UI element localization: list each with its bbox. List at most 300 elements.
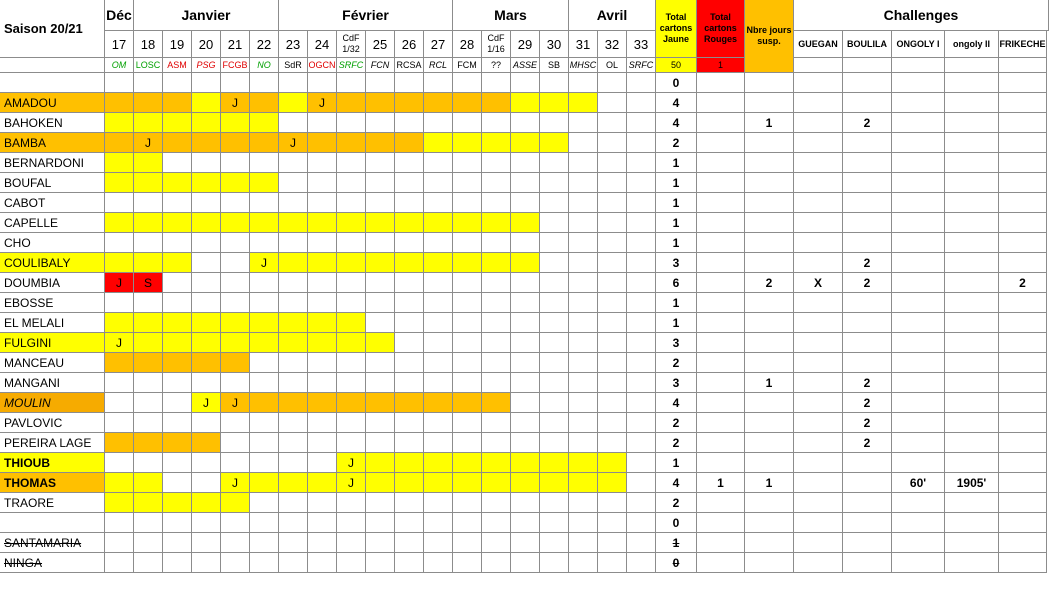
challenge-value[interactable] bbox=[794, 413, 843, 433]
match-cell[interactable] bbox=[337, 173, 366, 193]
match-cell[interactable] bbox=[250, 413, 279, 433]
match-cell[interactable] bbox=[366, 533, 395, 553]
matchday-opponent[interactable]: OGCN bbox=[308, 58, 337, 73]
yellow-count[interactable]: 4 bbox=[656, 93, 697, 113]
match-cell[interactable] bbox=[540, 453, 569, 473]
challenge-value[interactable] bbox=[794, 373, 843, 393]
match-cell[interactable] bbox=[105, 533, 134, 553]
matchday-opponent[interactable]: OM bbox=[105, 58, 134, 73]
match-cell[interactable] bbox=[308, 233, 337, 253]
match-cell[interactable] bbox=[453, 73, 482, 93]
match-cell[interactable] bbox=[250, 473, 279, 493]
red-count[interactable] bbox=[697, 213, 745, 233]
matchday-opponent[interactable]: FCN bbox=[366, 58, 395, 73]
challenge-value[interactable] bbox=[945, 333, 999, 353]
suspension-days[interactable] bbox=[745, 173, 794, 193]
match-cell[interactable] bbox=[569, 73, 598, 93]
challenge-value[interactable] bbox=[794, 553, 843, 573]
match-cell[interactable] bbox=[105, 393, 134, 413]
match-cell[interactable] bbox=[192, 353, 221, 373]
match-cell[interactable] bbox=[627, 273, 656, 293]
match-cell[interactable] bbox=[192, 493, 221, 513]
player-name[interactable]: MANCEAU bbox=[0, 353, 105, 373]
suspension-days[interactable] bbox=[745, 553, 794, 573]
match-cell[interactable] bbox=[395, 173, 424, 193]
match-cell[interactable] bbox=[598, 413, 627, 433]
match-cell[interactable] bbox=[337, 433, 366, 453]
red-count[interactable] bbox=[697, 533, 745, 553]
challenge-value[interactable] bbox=[794, 133, 843, 153]
challenge-value[interactable] bbox=[892, 233, 945, 253]
challenge-value[interactable] bbox=[999, 113, 1047, 133]
challenge-value[interactable] bbox=[945, 293, 999, 313]
match-cell[interactable] bbox=[627, 493, 656, 513]
challenge-value[interactable] bbox=[999, 353, 1047, 373]
match-cell[interactable] bbox=[627, 413, 656, 433]
player-name[interactable]: PEREIRA LAGE bbox=[0, 433, 105, 453]
match-cell[interactable] bbox=[221, 113, 250, 133]
match-cell[interactable] bbox=[105, 173, 134, 193]
suspension-days[interactable] bbox=[745, 513, 794, 533]
match-cell[interactable] bbox=[308, 413, 337, 433]
challenge-value[interactable] bbox=[843, 333, 892, 353]
red-count[interactable] bbox=[697, 553, 745, 573]
yellow-count[interactable]: 2 bbox=[656, 493, 697, 513]
match-cell[interactable] bbox=[424, 93, 453, 113]
match-cell[interactable]: J bbox=[192, 393, 221, 413]
challenge-value[interactable] bbox=[999, 133, 1047, 153]
match-cell[interactable] bbox=[395, 533, 424, 553]
suspension-days[interactable] bbox=[745, 293, 794, 313]
match-cell[interactable] bbox=[395, 413, 424, 433]
match-cell[interactable] bbox=[337, 273, 366, 293]
match-cell[interactable] bbox=[366, 493, 395, 513]
challenge-column-header[interactable]: ongoly II bbox=[945, 31, 999, 58]
match-cell[interactable] bbox=[482, 353, 511, 373]
match-cell[interactable] bbox=[308, 173, 337, 193]
match-cell[interactable] bbox=[221, 533, 250, 553]
match-cell[interactable] bbox=[308, 553, 337, 573]
challenge-value[interactable] bbox=[999, 193, 1047, 213]
player-name[interactable]: DOUMBIA bbox=[0, 273, 105, 293]
matchday-number[interactable]: 25 bbox=[366, 31, 395, 58]
match-cell[interactable] bbox=[569, 93, 598, 113]
match-cell[interactable] bbox=[598, 393, 627, 413]
match-cell[interactable] bbox=[540, 373, 569, 393]
match-cell[interactable] bbox=[279, 313, 308, 333]
match-cell[interactable] bbox=[627, 513, 656, 533]
match-cell[interactable] bbox=[511, 233, 540, 253]
player-name[interactable]: COULIBALY bbox=[0, 253, 105, 273]
suspension-days[interactable] bbox=[745, 453, 794, 473]
challenge-column-header[interactable]: BOULILA bbox=[843, 31, 892, 58]
match-cell[interactable] bbox=[453, 153, 482, 173]
match-cell[interactable] bbox=[279, 153, 308, 173]
match-cell[interactable] bbox=[366, 213, 395, 233]
match-cell[interactable] bbox=[192, 533, 221, 553]
yellow-total-header[interactable]: Total cartons Jaune bbox=[656, 0, 697, 58]
challenge-header-blank[interactable] bbox=[843, 58, 892, 73]
match-cell[interactable] bbox=[453, 473, 482, 493]
challenge-value[interactable] bbox=[999, 173, 1047, 193]
match-cell[interactable] bbox=[598, 293, 627, 313]
challenge-value[interactable] bbox=[945, 413, 999, 433]
match-cell[interactable] bbox=[569, 333, 598, 353]
challenge-value[interactable]: 2 bbox=[843, 393, 892, 413]
match-cell[interactable] bbox=[627, 293, 656, 313]
challenge-value[interactable] bbox=[999, 253, 1047, 273]
match-cell[interactable] bbox=[192, 333, 221, 353]
match-cell[interactable] bbox=[569, 253, 598, 273]
match-cell[interactable] bbox=[221, 153, 250, 173]
month-header[interactable]: Février bbox=[279, 0, 453, 31]
match-cell[interactable] bbox=[453, 433, 482, 453]
match-cell[interactable] bbox=[163, 233, 192, 253]
match-cell[interactable] bbox=[163, 453, 192, 473]
player-name[interactable]: BAMBA bbox=[0, 133, 105, 153]
match-cell[interactable] bbox=[134, 293, 163, 313]
challenge-value[interactable] bbox=[999, 393, 1047, 413]
yellow-count[interactable]: 1 bbox=[656, 213, 697, 233]
red-count[interactable] bbox=[697, 413, 745, 433]
match-cell[interactable] bbox=[192, 433, 221, 453]
challenge-value[interactable] bbox=[843, 353, 892, 373]
red-count[interactable] bbox=[697, 453, 745, 473]
challenge-value[interactable] bbox=[945, 213, 999, 233]
challenge-value[interactable] bbox=[892, 153, 945, 173]
match-cell[interactable] bbox=[482, 93, 511, 113]
match-cell[interactable] bbox=[250, 513, 279, 533]
match-cell[interactable] bbox=[366, 273, 395, 293]
match-cell[interactable] bbox=[482, 273, 511, 293]
red-count[interactable] bbox=[697, 373, 745, 393]
matchday-number[interactable]: 29 bbox=[511, 31, 540, 58]
match-cell[interactable] bbox=[395, 333, 424, 353]
challenge-value[interactable] bbox=[999, 213, 1047, 233]
match-cell[interactable] bbox=[482, 293, 511, 313]
match-cell[interactable] bbox=[308, 333, 337, 353]
red-count[interactable] bbox=[697, 493, 745, 513]
match-cell[interactable] bbox=[598, 313, 627, 333]
match-cell[interactable] bbox=[453, 133, 482, 153]
match-cell[interactable] bbox=[482, 393, 511, 413]
match-cell[interactable] bbox=[366, 193, 395, 213]
match-cell[interactable] bbox=[569, 353, 598, 373]
challenge-column-header[interactable]: GUEGAN bbox=[794, 31, 843, 58]
yellow-count[interactable]: 2 bbox=[656, 433, 697, 453]
matchday-number[interactable]: 30 bbox=[540, 31, 569, 58]
red-total-header[interactable]: Total cartons Rouges bbox=[697, 0, 745, 58]
match-cell[interactable] bbox=[192, 73, 221, 93]
player-name[interactable]: CHO bbox=[0, 233, 105, 253]
match-cell[interactable] bbox=[308, 493, 337, 513]
month-header[interactable]: Avril bbox=[569, 0, 656, 31]
challenge-value[interactable] bbox=[794, 73, 843, 93]
challenge-value[interactable] bbox=[945, 193, 999, 213]
match-cell[interactable] bbox=[105, 133, 134, 153]
match-cell[interactable]: J bbox=[250, 253, 279, 273]
challenge-value[interactable] bbox=[794, 493, 843, 513]
match-cell[interactable] bbox=[308, 193, 337, 213]
match-cell[interactable] bbox=[279, 333, 308, 353]
match-cell[interactable] bbox=[482, 493, 511, 513]
match-cell[interactable] bbox=[134, 413, 163, 433]
challenge-value[interactable] bbox=[892, 353, 945, 373]
challenge-value[interactable]: 2 bbox=[843, 273, 892, 293]
yellow-count[interactable]: 3 bbox=[656, 333, 697, 353]
match-cell[interactable] bbox=[134, 73, 163, 93]
suspension-days[interactable] bbox=[745, 533, 794, 553]
yellow-count[interactable]: 1 bbox=[656, 153, 697, 173]
challenge-value[interactable] bbox=[892, 333, 945, 353]
player-name[interactable]: EBOSSE bbox=[0, 293, 105, 313]
match-cell[interactable] bbox=[134, 513, 163, 533]
match-cell[interactable] bbox=[569, 173, 598, 193]
challenge-value[interactable] bbox=[843, 453, 892, 473]
match-cell[interactable] bbox=[395, 93, 424, 113]
challenge-value[interactable] bbox=[892, 433, 945, 453]
red-count[interactable] bbox=[697, 153, 745, 173]
match-cell[interactable] bbox=[540, 233, 569, 253]
match-cell[interactable] bbox=[308, 533, 337, 553]
match-cell[interactable] bbox=[134, 353, 163, 373]
match-cell[interactable] bbox=[627, 133, 656, 153]
player-name[interactable] bbox=[0, 513, 105, 533]
match-cell[interactable] bbox=[453, 533, 482, 553]
match-cell[interactable] bbox=[337, 533, 366, 553]
suspension-days[interactable]: 1 bbox=[745, 373, 794, 393]
match-cell[interactable] bbox=[192, 173, 221, 193]
suspension-days[interactable] bbox=[745, 233, 794, 253]
matchday-number[interactable]: 22 bbox=[250, 31, 279, 58]
match-cell[interactable] bbox=[424, 173, 453, 193]
match-cell[interactable] bbox=[511, 453, 540, 473]
match-cell[interactable] bbox=[279, 73, 308, 93]
challenge-value[interactable] bbox=[892, 173, 945, 193]
challenge-value[interactable] bbox=[843, 313, 892, 333]
match-cell[interactable] bbox=[453, 333, 482, 353]
match-cell[interactable] bbox=[250, 153, 279, 173]
match-cell[interactable] bbox=[627, 473, 656, 493]
match-cell[interactable] bbox=[337, 73, 366, 93]
match-cell[interactable] bbox=[598, 473, 627, 493]
challenge-value[interactable] bbox=[794, 173, 843, 193]
match-cell[interactable] bbox=[453, 193, 482, 213]
match-cell[interactable] bbox=[250, 373, 279, 393]
match-cell[interactable] bbox=[366, 313, 395, 333]
match-cell[interactable] bbox=[221, 133, 250, 153]
match-cell[interactable] bbox=[308, 293, 337, 313]
red-count[interactable] bbox=[697, 93, 745, 113]
challenge-value[interactable] bbox=[892, 493, 945, 513]
match-cell[interactable] bbox=[482, 373, 511, 393]
match-cell[interactable] bbox=[395, 553, 424, 573]
match-cell[interactable] bbox=[540, 413, 569, 433]
match-cell[interactable] bbox=[482, 73, 511, 93]
matchday-opponent[interactable]: NO bbox=[250, 58, 279, 73]
challenge-value[interactable] bbox=[843, 513, 892, 533]
match-cell[interactable] bbox=[105, 513, 134, 533]
match-cell[interactable] bbox=[134, 313, 163, 333]
match-cell[interactable] bbox=[569, 313, 598, 333]
challenge-value[interactable]: 1905' bbox=[945, 473, 999, 493]
match-cell[interactable] bbox=[221, 213, 250, 233]
match-cell[interactable] bbox=[366, 233, 395, 253]
match-cell[interactable] bbox=[163, 113, 192, 133]
suspension-days[interactable] bbox=[745, 313, 794, 333]
challenge-value[interactable]: 2 bbox=[843, 413, 892, 433]
match-cell[interactable] bbox=[163, 93, 192, 113]
match-cell[interactable] bbox=[540, 333, 569, 353]
challenge-value[interactable] bbox=[999, 93, 1047, 113]
matchday-number[interactable]: 32 bbox=[598, 31, 627, 58]
challenge-value[interactable] bbox=[794, 113, 843, 133]
suspension-days[interactable] bbox=[745, 93, 794, 113]
match-cell[interactable] bbox=[279, 413, 308, 433]
match-cell[interactable] bbox=[105, 213, 134, 233]
match-cell[interactable] bbox=[366, 473, 395, 493]
match-cell[interactable]: S bbox=[134, 273, 163, 293]
match-cell[interactable] bbox=[308, 353, 337, 373]
matchday-opponent[interactable]: ASSE bbox=[511, 58, 540, 73]
match-cell[interactable] bbox=[453, 413, 482, 433]
match-cell[interactable] bbox=[163, 553, 192, 573]
match-cell[interactable] bbox=[395, 73, 424, 93]
match-cell[interactable] bbox=[134, 553, 163, 573]
challenge-value[interactable] bbox=[945, 273, 999, 293]
match-cell[interactable] bbox=[395, 133, 424, 153]
match-cell[interactable] bbox=[453, 233, 482, 253]
matchday-number[interactable]: 18 bbox=[134, 31, 163, 58]
challenge-value[interactable] bbox=[945, 373, 999, 393]
match-cell[interactable] bbox=[192, 313, 221, 333]
match-cell[interactable] bbox=[598, 493, 627, 513]
challenge-value[interactable]: X bbox=[794, 273, 843, 293]
match-cell[interactable] bbox=[279, 353, 308, 373]
match-cell[interactable] bbox=[598, 333, 627, 353]
matchday-opponent[interactable]: ?? bbox=[482, 58, 511, 73]
match-cell[interactable] bbox=[511, 433, 540, 453]
match-cell[interactable] bbox=[482, 553, 511, 573]
match-cell[interactable] bbox=[424, 273, 453, 293]
match-cell[interactable] bbox=[163, 333, 192, 353]
player-name[interactable] bbox=[0, 73, 105, 93]
match-cell[interactable] bbox=[395, 113, 424, 133]
match-cell[interactable] bbox=[279, 233, 308, 253]
match-cell[interactable] bbox=[424, 253, 453, 273]
match-cell[interactable] bbox=[134, 373, 163, 393]
match-cell[interactable] bbox=[308, 373, 337, 393]
yellow-count[interactable]: 3 bbox=[656, 253, 697, 273]
match-cell[interactable] bbox=[482, 113, 511, 133]
match-cell[interactable] bbox=[540, 73, 569, 93]
challenge-value[interactable] bbox=[892, 73, 945, 93]
match-cell[interactable] bbox=[511, 173, 540, 193]
match-cell[interactable] bbox=[540, 93, 569, 113]
match-cell[interactable] bbox=[221, 313, 250, 333]
match-cell[interactable] bbox=[134, 193, 163, 213]
challenge-value[interactable] bbox=[999, 553, 1047, 573]
match-cell[interactable] bbox=[192, 253, 221, 273]
match-cell[interactable] bbox=[250, 453, 279, 473]
match-cell[interactable] bbox=[279, 193, 308, 213]
match-cell[interactable] bbox=[540, 513, 569, 533]
matchday-opponent[interactable]: FCM bbox=[453, 58, 482, 73]
matchday-opponent[interactable]: RCSA bbox=[395, 58, 424, 73]
match-cell[interactable] bbox=[424, 553, 453, 573]
match-cell[interactable] bbox=[569, 233, 598, 253]
match-cell[interactable] bbox=[511, 113, 540, 133]
suspension-days[interactable] bbox=[745, 213, 794, 233]
yellow-count[interactable]: 2 bbox=[656, 413, 697, 433]
match-cell[interactable] bbox=[424, 133, 453, 153]
match-cell[interactable] bbox=[540, 253, 569, 273]
match-cell[interactable] bbox=[250, 93, 279, 113]
match-cell[interactable] bbox=[134, 153, 163, 173]
match-cell[interactable] bbox=[105, 453, 134, 473]
match-cell[interactable] bbox=[163, 213, 192, 233]
red-count[interactable] bbox=[697, 253, 745, 273]
match-cell[interactable] bbox=[221, 433, 250, 453]
challenge-value[interactable] bbox=[999, 313, 1047, 333]
match-cell[interactable] bbox=[105, 473, 134, 493]
match-cell[interactable] bbox=[279, 293, 308, 313]
challenge-value[interactable] bbox=[945, 233, 999, 253]
match-cell[interactable] bbox=[134, 453, 163, 473]
match-cell[interactable] bbox=[569, 453, 598, 473]
challenge-value[interactable] bbox=[794, 513, 843, 533]
match-cell[interactable] bbox=[511, 333, 540, 353]
match-cell[interactable] bbox=[424, 213, 453, 233]
suspension-days[interactable]: 1 bbox=[745, 473, 794, 493]
match-cell[interactable] bbox=[163, 293, 192, 313]
matchday-opponent[interactable]: LOSC bbox=[134, 58, 163, 73]
challenge-value[interactable] bbox=[999, 513, 1047, 533]
match-cell[interactable] bbox=[250, 73, 279, 93]
match-cell[interactable] bbox=[395, 313, 424, 333]
match-cell[interactable] bbox=[511, 353, 540, 373]
match-cell[interactable] bbox=[569, 293, 598, 313]
match-cell[interactable] bbox=[453, 93, 482, 113]
matchday-number[interactable]: 28 bbox=[453, 31, 482, 58]
red-count[interactable] bbox=[697, 313, 745, 333]
match-cell[interactable] bbox=[221, 253, 250, 273]
suspension-header[interactable]: Nbre jours susp. bbox=[745, 0, 794, 73]
match-cell[interactable] bbox=[250, 333, 279, 353]
yellow-count[interactable]: 0 bbox=[656, 73, 697, 93]
matchday-number[interactable]: 17 bbox=[105, 31, 134, 58]
match-cell[interactable] bbox=[511, 213, 540, 233]
challenge-value[interactable] bbox=[794, 253, 843, 273]
match-cell[interactable] bbox=[424, 413, 453, 433]
match-cell[interactable] bbox=[221, 413, 250, 433]
red-count[interactable] bbox=[697, 433, 745, 453]
match-cell[interactable] bbox=[250, 493, 279, 513]
challenge-value[interactable] bbox=[892, 313, 945, 333]
challenge-value[interactable] bbox=[999, 373, 1047, 393]
challenge-column-header[interactable]: ONGOLY I bbox=[892, 31, 945, 58]
match-cell[interactable] bbox=[511, 393, 540, 413]
suspension-days[interactable]: 2 bbox=[745, 273, 794, 293]
match-cell[interactable] bbox=[250, 213, 279, 233]
challenge-value[interactable] bbox=[843, 133, 892, 153]
challenge-value[interactable] bbox=[945, 493, 999, 513]
match-cell[interactable] bbox=[163, 433, 192, 453]
match-cell[interactable] bbox=[511, 513, 540, 533]
match-cell[interactable] bbox=[134, 213, 163, 233]
challenge-header-blank[interactable] bbox=[945, 58, 999, 73]
match-cell[interactable] bbox=[395, 433, 424, 453]
